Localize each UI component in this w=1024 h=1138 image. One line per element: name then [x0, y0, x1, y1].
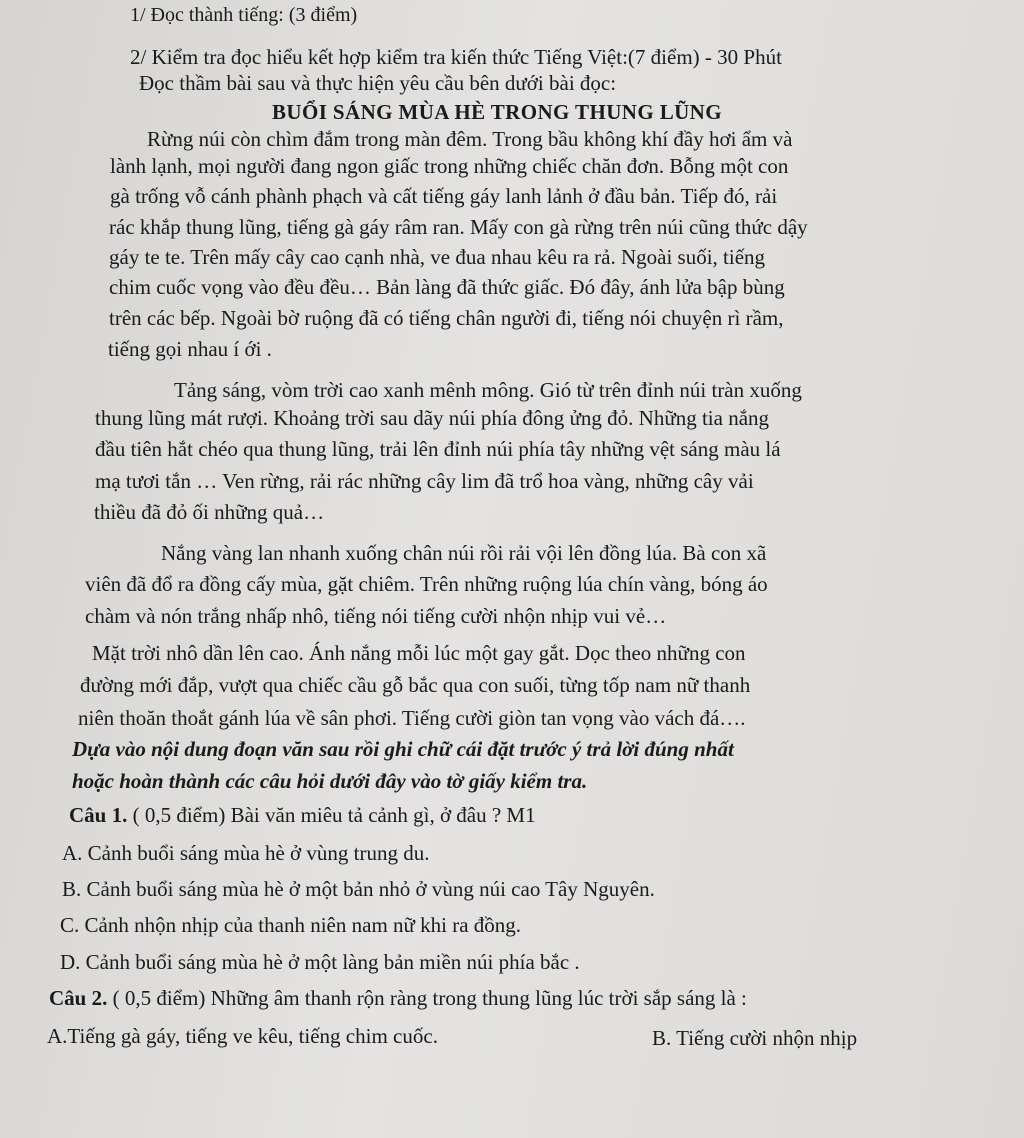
question-2-option-b: B. Tiếng cười nhộn nhịp	[652, 1026, 858, 1050]
passage-title: BUỔI SÁNG MÙA HÈ TRONG THUNG LŨNG	[272, 100, 722, 124]
passage-line: rác khắp thung lũng, tiếng gà gáy râm ran. Mấy con gà rừng trên núi cũng thức dậy	[109, 215, 808, 239]
passage-line: Rừng núi còn chìm đắm trong màn đêm. Trong bầu không khí đầy hơi ẩm và	[147, 127, 793, 151]
passage-line: trên các bếp. Ngoài bờ ruộng đã có tiếng chân người đi, tiếng nói chuyện rì rầm,	[109, 306, 784, 330]
passage-line: thiều đã đỏ ối những quả…	[94, 500, 325, 524]
header-line-reading-aloud: 1/ Đọc thành tiếng: (3 điểm)	[130, 4, 358, 26]
passage-line: đầu tiên hắt chéo qua thung lũng, trải lên đỉnh núi phía tây những vệt sáng màu lá	[95, 437, 781, 461]
passage-line: đường mới đắp, vượt qua chiếc cầu gỗ bắc qua con suối, từng tốp nam nữ thanh	[80, 673, 751, 697]
passage-line: chàm và nón trắng nhấp nhô, tiếng nói tiếng cười nhộn nhịp vui vẻ…	[85, 604, 667, 628]
question-1-option-c: C. Cảnh nhộn nhịp của thanh niên nam nữ khi ra đồng.	[60, 913, 522, 937]
passage-line: tiếng gọi nhau í ới .	[108, 337, 272, 361]
passage-line: Nắng vàng lan nhanh xuống chân núi rồi rải vội lên đồng lúa. Bà con xã	[161, 541, 767, 565]
passage-line: gà trống vỗ cánh phành phạch và cất tiếng gáy lanh lảnh ở đầu bản. Tiếp đó, rải	[110, 184, 778, 208]
passage-line: viên đã đổ ra đồng cấy mùa, gặt chiêm. Trên những ruộng lúa chín vàng, bóng áo	[85, 572, 768, 596]
passage-line: Mặt trời nhô dần lên cao. Ánh nắng mỗi lúc một gay gắt. Dọc theo những con	[92, 641, 746, 665]
question-1-label: Câu 1.	[69, 803, 128, 827]
instruction-line: Dựa vào nội dung đoạn văn sau rồi ghi chữ cái đặt trước ý trả lời đúng nhất	[72, 737, 734, 761]
header-line-instruction: Đọc thầm bài sau và thực hiện yêu cầu bên dưới bài đọc:	[139, 71, 617, 95]
question-2-option-a: A.Tiếng gà gáy, tiếng ve kêu, tiếng chim cuốc.	[47, 1024, 438, 1048]
passage-line: mạ tươi tắn … Ven rừng, rải rác những cây lim đã trổ hoa vàng, những cây vải	[95, 469, 754, 493]
question-1-option-a: A. Cảnh buổi sáng mùa hè ở vùng trung du.	[62, 841, 430, 865]
question-2-text: ( 0,5 điểm) Những âm thanh rộn ràng trong thung lũng lúc trời sắp sáng là :	[107, 986, 747, 1010]
passage-line: lành lạnh, mọi người đang ngon giấc trong những chiếc chăn đơn. Bỗng một con	[110, 154, 789, 178]
question-2-label: Câu 2.	[49, 986, 108, 1010]
question-1	[69, 802, 536, 828]
passage-line: niên thoăn thoắt gánh lúa về sân phơi. Tiếng cười giòn tan vọng vào vách đá….	[78, 706, 746, 730]
question-2	[49, 985, 747, 1011]
passage-line: thung lũng mát rượi. Khoảng trời sau dãy núi phía đông ửng đỏ. Những tia nắng	[95, 406, 770, 430]
instruction-line: hoặc hoàn thành các câu hỏi dưới đây vào tờ giấy kiểm tra.	[72, 769, 588, 793]
passage-line: chim cuốc vọng vào đều đều… Bản làng đã thức giấc. Đó đây, ánh lửa bập bùng	[109, 275, 785, 299]
passage-line: gáy te te. Trên mấy cây cao cạnh nhà, ve đua nhau kêu ra rả. Ngoài suối, tiếng	[109, 245, 766, 269]
passage-line: Tảng sáng, vòm trời cao xanh mênh mông. Gió từ trên đỉnh núi tràn xuống	[174, 378, 802, 402]
question-1-option-d: D. Cảnh buổi sáng mùa hè ở một làng bản miền núi phía bắc .	[60, 950, 580, 974]
question-1-option-b: B. Cảnh buổi sáng mùa hè ở một bản nhỏ ở vùng núi cao Tây Nguyên.	[62, 877, 655, 901]
question-1-text: ( 0,5 điểm) Bài văn miêu tả cảnh gì, ở đâu ? M1	[127, 803, 536, 827]
header-line-comprehension: 2/ Kiểm tra đọc hiểu kết hợp kiểm tra kiến thức Tiếng Việt:(7 điểm) - 30 Phút	[130, 45, 782, 69]
